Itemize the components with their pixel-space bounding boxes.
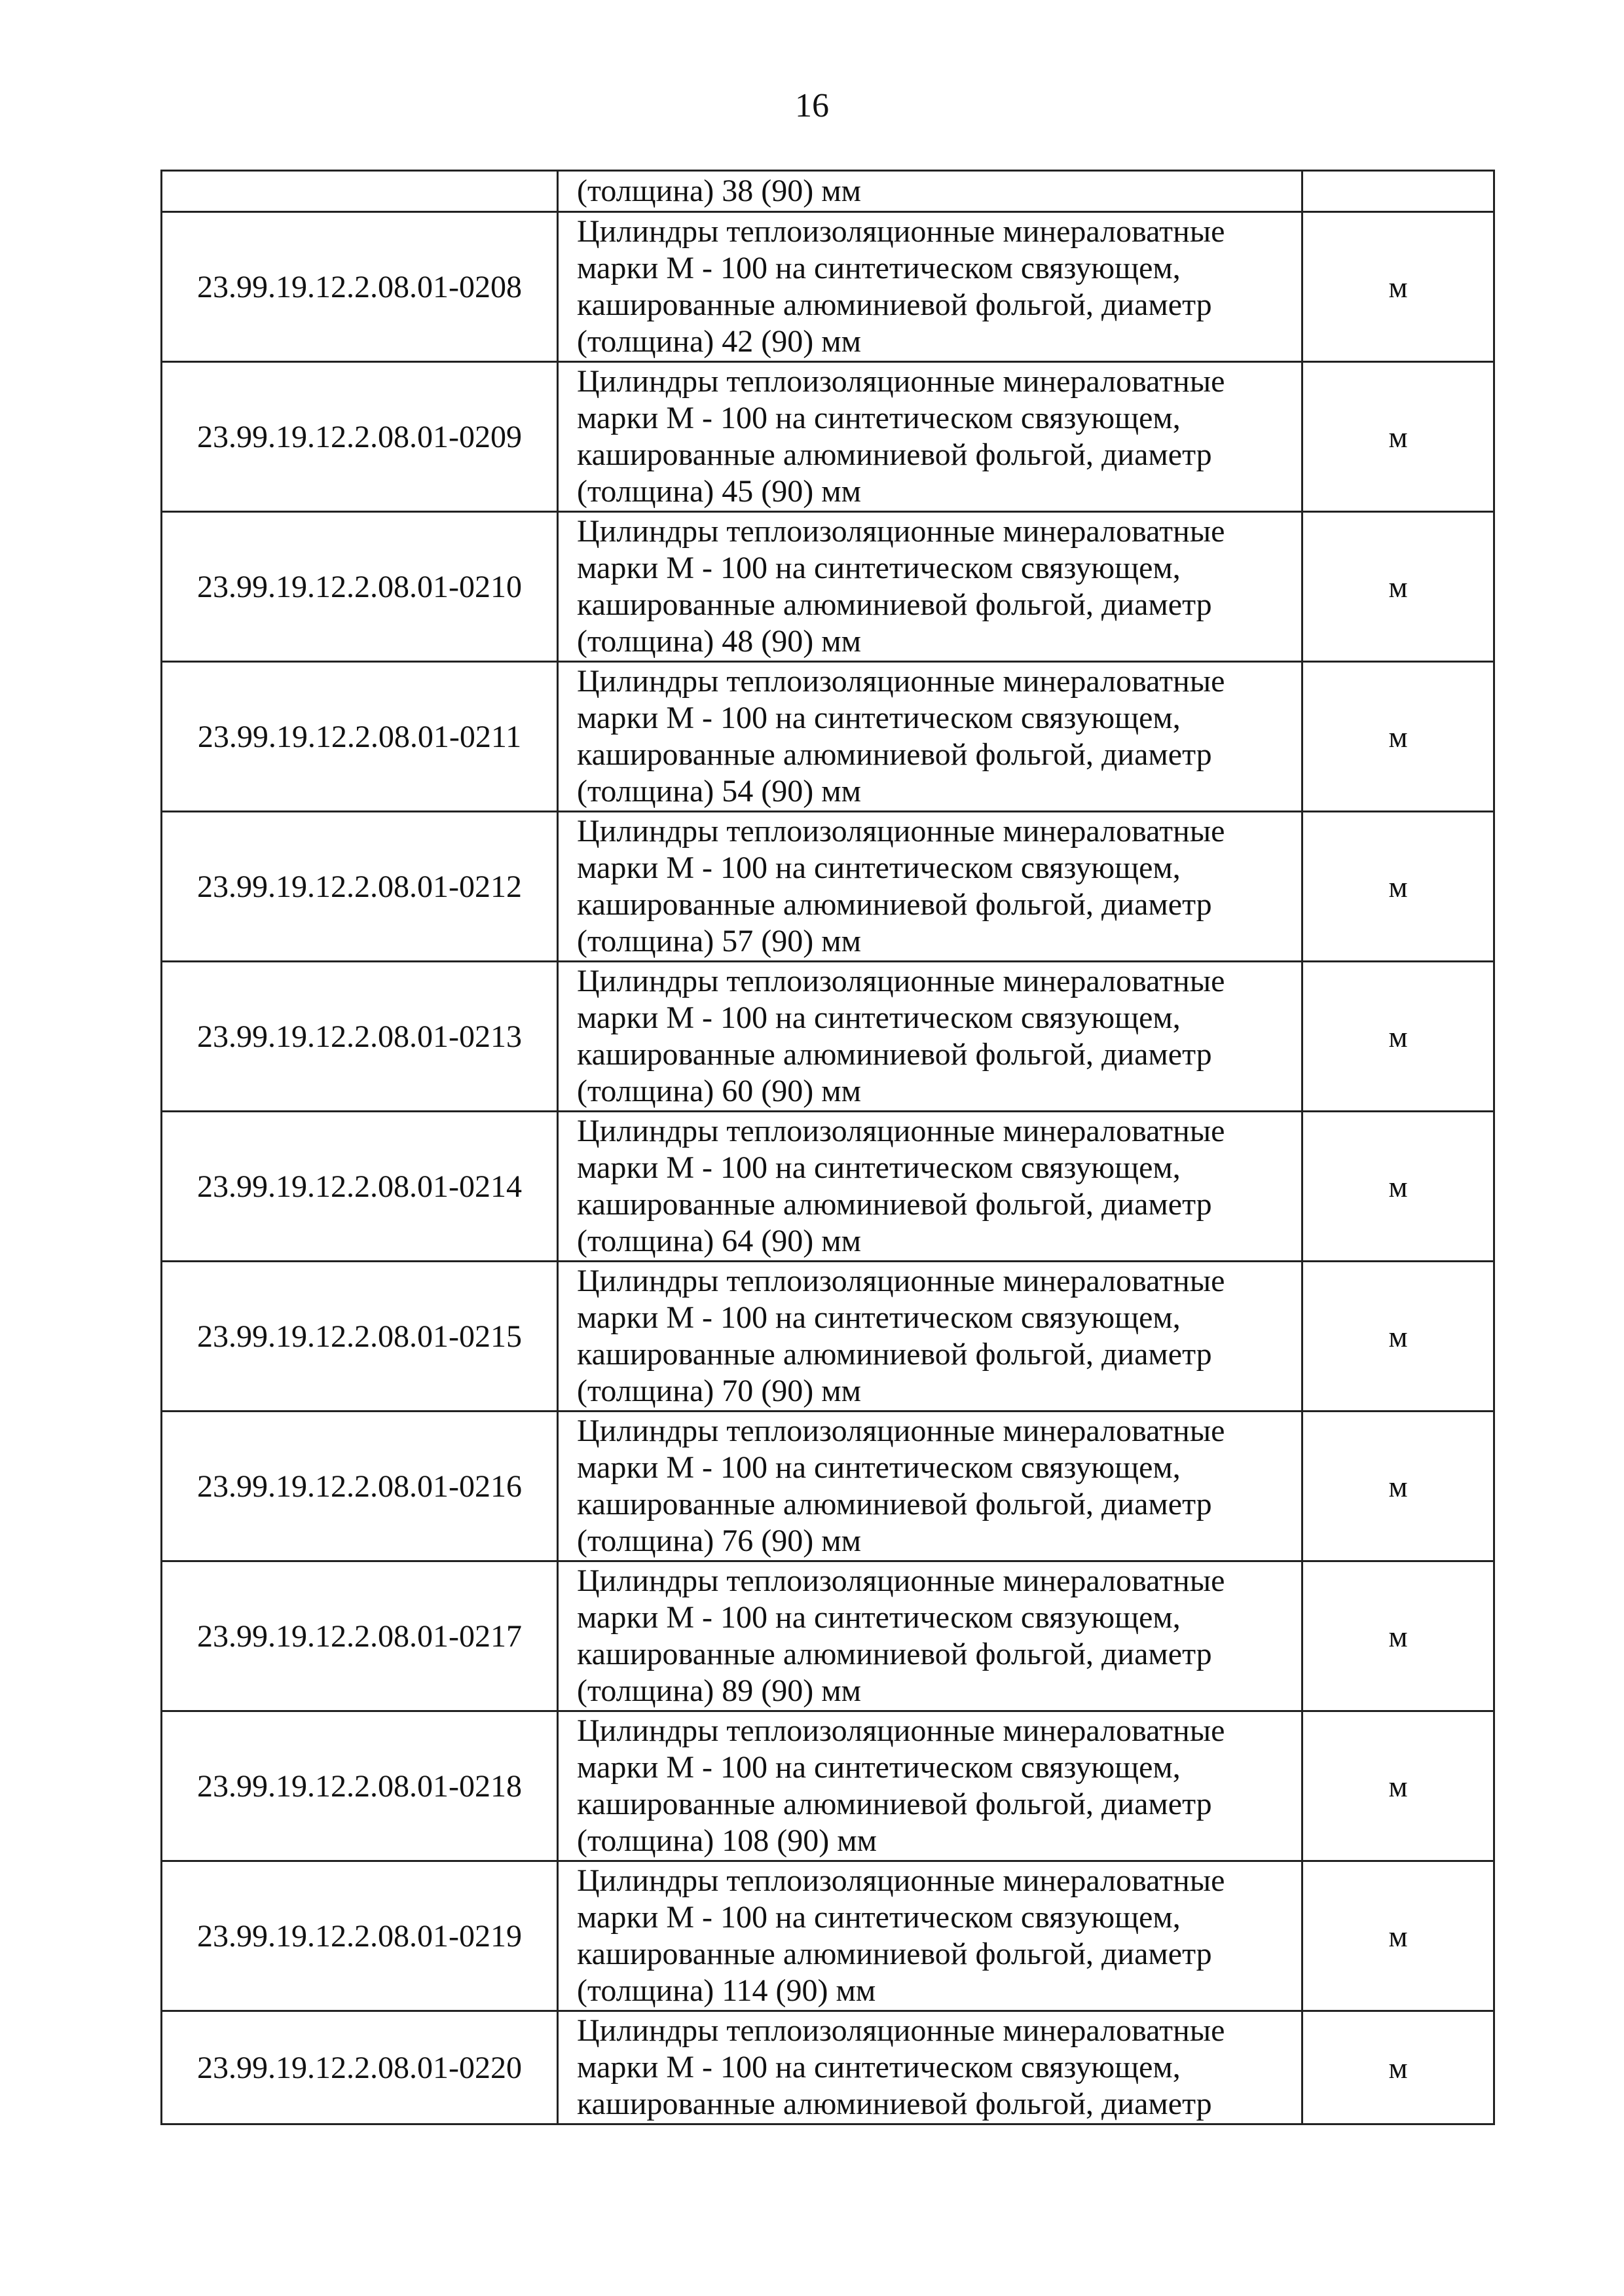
description-line: кашированные алюминиевой фольгой, диаметр (577, 1037, 1212, 1072)
code-cell: 23.99.19.12.2.08.01-0216 (162, 1412, 558, 1561)
description-cell (558, 662, 1302, 812)
unit-cell: м (1302, 2011, 1494, 2124)
description-line: (толщина) 76 (90) мм (577, 1523, 861, 1558)
code-cell: 23.99.19.12.2.08.01-0209 (162, 362, 558, 512)
description-line: марки М - 100 на синтетическом связующем, (577, 1450, 1181, 1485)
unit-cell (1302, 171, 1494, 212)
table-row (162, 1861, 1494, 2011)
table-row (162, 662, 1494, 812)
code-cell: 23.99.19.12.2.08.01-0208 (162, 212, 558, 362)
description-line: кашированные алюминиевой фольгой, диаметр (577, 2086, 1212, 2121)
description-line: марки М - 100 на синтетическом связующем, (577, 551, 1181, 585)
description-line: кашированные алюминиевой фольгой, диаметр (577, 587, 1212, 622)
code-cell (162, 171, 558, 212)
unit-cell: м (1302, 1112, 1494, 1262)
description-line: Цилиндры теплоизоляционные минераловатные (577, 964, 1225, 998)
code-cell: 23.99.19.12.2.08.01-0212 (162, 812, 558, 962)
description-line: Цилиндры теплоизоляционные минераловатные (577, 664, 1225, 699)
table-row (162, 512, 1494, 662)
code-cell: 23.99.19.12.2.08.01-0213 (162, 962, 558, 1112)
description-line: Цилиндры теплоизоляционные минераловатные (577, 1563, 1225, 1598)
description-line: кашированные алюминиевой фольгой, диаметр (577, 1637, 1212, 1671)
description-line: (толщина) 45 (90) мм (577, 474, 861, 509)
description-line: кашированные алюминиевой фольгой, диаметр (577, 737, 1212, 772)
table-row (162, 1262, 1494, 1412)
unit-cell: м (1302, 1262, 1494, 1412)
code-cell: 23.99.19.12.2.08.01-0211 (162, 662, 558, 812)
description-line: (толщина) 54 (90) мм (577, 774, 861, 809)
description-line: (толщина) 70 (90) мм (577, 1374, 861, 1408)
description-line: (толщина) 60 (90) мм (577, 1074, 861, 1108)
description-line: Цилиндры теплоизоляционные минераловатные (577, 814, 1225, 848)
description-cell (558, 362, 1302, 512)
description-line: Цилиндры теплоизоляционные минераловатные (577, 1713, 1225, 1748)
unit-cell: м (1302, 362, 1494, 512)
description-line: марки М - 100 на синтетическом связующем, (577, 2050, 1181, 2085)
description-line: кашированные алюминиевой фольгой, диаметр (577, 1937, 1212, 1971)
description-cell (558, 962, 1302, 1112)
description-line: (толщина) 38 (90) мм (577, 173, 861, 208)
table-row (162, 1412, 1494, 1561)
unit-cell: м (1302, 662, 1494, 812)
description-line: кашированные алюминиевой фольгой, диаметр (577, 887, 1212, 922)
unit-cell: м (1302, 962, 1494, 1112)
unit-cell: м (1302, 1861, 1494, 2011)
description-cell (558, 812, 1302, 962)
description-line: марки М - 100 на синтетическом связующем, (577, 401, 1181, 435)
unit-cell: м (1302, 1561, 1494, 1711)
unit-cell: м (1302, 512, 1494, 662)
table-row (162, 962, 1494, 1112)
table-row (162, 812, 1494, 962)
description-line: (толщина) 42 (90) мм (577, 324, 861, 359)
code-cell: 23.99.19.12.2.08.01-0217 (162, 1561, 558, 1711)
description-line: марки М - 100 на синтетическом связующем, (577, 1600, 1181, 1635)
description-line: марки М - 100 на синтетическом связующем, (577, 1750, 1181, 1785)
description-cell (558, 2011, 1302, 2124)
description-cell (558, 1561, 1302, 1711)
description-line: кашированные алюминиевой фольгой, диаметр (577, 1337, 1212, 1372)
description-cell (558, 1711, 1302, 1861)
description-line: Цилиндры теплоизоляционные минераловатные (577, 2013, 1225, 2048)
description-line: марки М - 100 на синтетическом связующем, (577, 850, 1181, 885)
description-line: Цилиндры теплоизоляционные минераловатные (577, 1863, 1225, 1898)
table-row-continuation (162, 171, 1494, 212)
description-cell (558, 1112, 1302, 1262)
description-line: Цилиндры теплоизоляционные минераловатные (577, 1114, 1225, 1148)
table-row (162, 1561, 1494, 1711)
description-line: (толщина) 114 (90) мм (577, 1973, 876, 2008)
table-row (162, 212, 1494, 362)
description-line: марки М - 100 на синтетическом связующем, (577, 701, 1181, 735)
description-line: кашированные алюминиевой фольгой, диаметр (577, 1487, 1212, 1522)
description-line: Цилиндры теплоизоляционные минераловатные (577, 364, 1225, 399)
code-cell: 23.99.19.12.2.08.01-0215 (162, 1262, 558, 1412)
description-line: марки М - 100 на синтетическом связующем, (577, 1900, 1181, 1935)
unit-cell: м (1302, 212, 1494, 362)
table-body (162, 171, 1494, 2124)
description-line: (толщина) 64 (90) мм (577, 1224, 861, 1258)
description-cell (558, 1412, 1302, 1561)
description-line: Цилиндры теплоизоляционные минераловатные (577, 514, 1225, 549)
page-number: 16 (795, 87, 829, 124)
resource-table (160, 170, 1495, 2125)
unit-cell: м (1302, 1412, 1494, 1561)
unit-cell: м (1302, 1711, 1494, 1861)
unit-cell: м (1302, 812, 1494, 962)
description-line: марки М - 100 на синтетическом связующем, (577, 1300, 1181, 1335)
code-cell: 23.99.19.12.2.08.01-0220 (162, 2011, 558, 2124)
code-cell: 23.99.19.12.2.08.01-0214 (162, 1112, 558, 1262)
table-row (162, 1711, 1494, 1861)
description-line: Цилиндры теплоизоляционные минераловатные (577, 1413, 1225, 1448)
description-line: Цилиндры теплоизоляционные минераловатные (577, 1264, 1225, 1298)
code-cell: 23.99.19.12.2.08.01-0218 (162, 1711, 558, 1861)
description-line: (толщина) 108 (90) мм (577, 1823, 877, 1858)
code-cell: 23.99.19.12.2.08.01-0219 (162, 1861, 558, 2011)
description-cell (558, 1262, 1302, 1412)
description-cell (558, 171, 1302, 212)
table-row (162, 1112, 1494, 1262)
description-line: марки М - 100 на синтетическом связующем, (577, 251, 1181, 285)
description-line: Цилиндры теплоизоляционные минераловатные (577, 214, 1225, 249)
description-line: (толщина) 48 (90) мм (577, 624, 861, 659)
description-line: (толщина) 57 (90) мм (577, 924, 861, 958)
description-line: кашированные алюминиевой фольгой, диаметр (577, 287, 1212, 322)
description-line: кашированные алюминиевой фольгой, диаметр (577, 1187, 1212, 1222)
description-cell (558, 512, 1302, 662)
description-line: марки М - 100 на синтетическом связующем, (577, 1150, 1181, 1185)
table-row (162, 362, 1494, 512)
description-cell (558, 212, 1302, 362)
description-cell (558, 1861, 1302, 2011)
description-line: кашированные алюминиевой фольгой, диаметр (577, 437, 1212, 472)
table-row (162, 2011, 1494, 2124)
code-cell: 23.99.19.12.2.08.01-0210 (162, 512, 558, 662)
description-line: (толщина) 89 (90) мм (577, 1673, 861, 1708)
description-line: кашированные алюминиевой фольгой, диаметр (577, 1787, 1212, 1821)
description-line: марки М - 100 на синтетическом связующем, (577, 1000, 1181, 1035)
